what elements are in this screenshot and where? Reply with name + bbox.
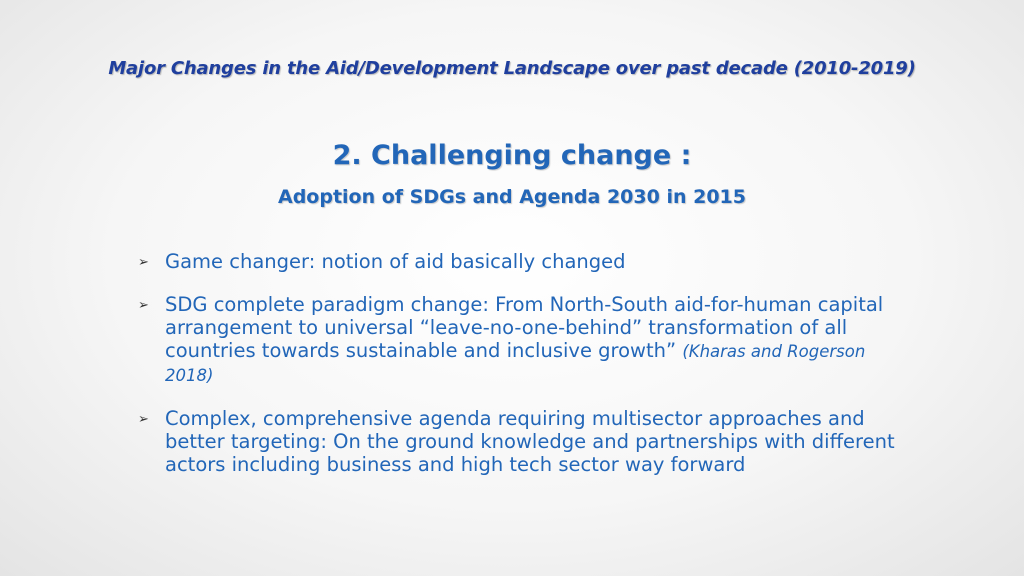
arrow-bullet-icon: ➢ — [138, 255, 149, 270]
arrow-bullet-icon: ➢ — [138, 298, 149, 313]
bullet-item-1 — [138, 250, 918, 273]
bullet-item-2 — [138, 293, 918, 387]
arrow-bullet-icon: ➢ — [138, 412, 149, 427]
bullet-text: Game changer: notion of aid basically changed — [165, 250, 626, 273]
bullet-text: Complex, comprehensive agenda requiring multisector approaches and better targeting: On the ground knowledge and partnerships with different actors including business and high tech sector way forward — [165, 407, 895, 476]
slide-header-title: Major Changes in the Aid/Development Landscape over past decade (2010-2019) — [108, 58, 916, 79]
bullet-item-3 — [138, 407, 918, 476]
bullet-text: SDG complete paradigm change: From North-South aid-for-human capital arrangement to universal “leave-no-one-behind” transformation of all countries towards sustainable and inclusive growth” — [165, 293, 884, 362]
section-subtitle: Adoption of SDGs and Agenda 2030 in 2015 — [277, 186, 746, 208]
section-title: 2. Challenging change : — [332, 140, 692, 171]
bullet-citation: (Kharas and Rogerson 2018) — [165, 342, 866, 385]
bullet-list — [138, 250, 918, 496]
